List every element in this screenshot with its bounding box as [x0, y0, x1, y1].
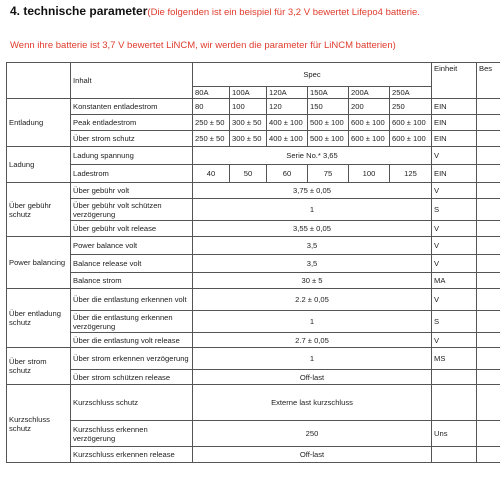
param-value: Serie No.* 3,65: [193, 147, 432, 165]
header-bes: Bes: [477, 63, 500, 99]
table-row: [7, 348, 500, 370]
param-name: Über die entlastung erkennen volt: [71, 289, 193, 311]
param-value: 75: [308, 165, 349, 183]
param-value: 3,5: [193, 237, 432, 255]
empty-cell: [477, 99, 500, 115]
header-inhalt: Inhalt: [71, 63, 193, 99]
param-unit: S: [432, 199, 477, 221]
param-value: 150: [308, 99, 349, 115]
empty-cell: [477, 183, 500, 199]
group-strom-schutz: Über strom schutz: [7, 348, 71, 385]
group-ladung: Ladung: [7, 147, 71, 183]
empty-cell: [477, 237, 500, 255]
table-row: [7, 370, 500, 385]
param-name: Über strom schutz: [71, 131, 193, 147]
param-value: 3,75 ± 0,05: [193, 183, 432, 199]
current-120a: 120A: [267, 87, 308, 99]
parameter-table: [6, 62, 500, 463]
param-value: 500 ± 100: [308, 131, 349, 147]
empty-cell: [477, 385, 500, 421]
param-value: 125: [390, 165, 432, 183]
param-name: Über die entlastung erkennen verzögerung: [71, 311, 193, 333]
param-unit: Uns: [432, 421, 477, 447]
param-value: 3,5: [193, 255, 432, 273]
table-row: [7, 221, 500, 237]
param-name: Kurzschluss erkennen verzögerung: [71, 421, 193, 447]
param-value: 500 ± 100: [308, 115, 349, 131]
param-value: 250 ± 50: [193, 131, 230, 147]
param-value: 300 ± 50: [230, 131, 267, 147]
current-80a: 80A: [193, 87, 230, 99]
table-row: [7, 165, 500, 183]
param-name: Kurzschluss schutz: [71, 385, 193, 421]
param-value: 1: [193, 199, 432, 221]
empty-cell: [477, 311, 500, 333]
param-value: 250: [193, 421, 432, 447]
param-name: Peak entladestrom: [71, 115, 193, 131]
group-power-balancing: Power balancing: [7, 237, 71, 289]
table-row: [7, 147, 500, 165]
header-blank-cell: [7, 63, 71, 99]
group-entladung: Entladung: [7, 99, 71, 147]
empty-cell: [477, 273, 500, 289]
table-row: [7, 421, 500, 447]
param-name: Über gebühr volt: [71, 183, 193, 199]
param-unit: [432, 385, 477, 421]
param-unit: V: [432, 221, 477, 237]
section-title: 4. technische parameter: [10, 4, 148, 18]
param-name: Kurzschluss erkennen release: [71, 447, 193, 463]
param-value: 40: [193, 165, 230, 183]
param-value: 600 ± 100: [349, 115, 390, 131]
current-100a: 100A: [230, 87, 267, 99]
param-unit: V: [432, 255, 477, 273]
param-name: Über strom erkennen verzögerung: [71, 348, 193, 370]
table-row: [7, 115, 500, 131]
param-value: 600 ± 100: [349, 131, 390, 147]
table-row: [7, 199, 500, 221]
table-row: [7, 385, 500, 421]
table-row: [7, 131, 500, 147]
param-unit: EIN: [432, 131, 477, 147]
section-heading: [10, 3, 420, 21]
param-unit: EIN: [432, 115, 477, 131]
param-value: 100: [230, 99, 267, 115]
param-value: Off-last: [193, 370, 432, 385]
param-value: Externe last kurzschluss: [193, 385, 432, 421]
table-row: [7, 99, 500, 115]
param-unit: V: [432, 237, 477, 255]
param-unit: V: [432, 183, 477, 199]
param-value: 400 ± 100: [267, 115, 308, 131]
param-value: 600 ± 100: [390, 115, 432, 131]
param-value: 1: [193, 311, 432, 333]
empty-cell: [477, 131, 500, 147]
empty-cell: [477, 370, 500, 385]
param-value: 50: [230, 165, 267, 183]
group-kurzschluss-schutz: Kurzschluss schutz: [7, 385, 71, 463]
param-value: 200: [349, 99, 390, 115]
param-unit: EIN: [432, 165, 477, 183]
table-row: [7, 183, 500, 199]
header-einheit: Einheit: [432, 63, 477, 99]
param-unit: [432, 447, 477, 463]
param-value: 3,55 ± 0,05: [193, 221, 432, 237]
param-value: 60: [267, 165, 308, 183]
table-row: [7, 447, 500, 463]
param-unit: [432, 370, 477, 385]
empty-cell: [477, 348, 500, 370]
param-name: Ladestrom: [71, 165, 193, 183]
param-value: 400 ± 100: [267, 131, 308, 147]
table-row: [7, 311, 500, 333]
param-unit: V: [432, 289, 477, 311]
table-row: [7, 273, 500, 289]
param-name: Über strom schützen release: [71, 370, 193, 385]
table-row: [7, 333, 500, 348]
param-value: 2.2 ± 0,05: [193, 289, 432, 311]
param-name: Balance strom: [71, 273, 193, 289]
empty-cell: [477, 421, 500, 447]
param-value: 300 ± 50: [230, 115, 267, 131]
param-value: 120: [267, 99, 308, 115]
lincm-note: Wenn ihre batterie ist 3,7 V bewertet LiNCM, wir werden die parameter für LiNCM batterien): [10, 40, 396, 51]
current-250a: 250A: [390, 87, 432, 99]
param-name: Konstanten entladestrom: [71, 99, 193, 115]
param-name: Ladung spannung: [71, 147, 193, 165]
empty-cell: [477, 199, 500, 221]
table-row: [7, 237, 500, 255]
param-value: 250 ± 50: [193, 115, 230, 131]
param-value: 600 ± 100: [390, 131, 432, 147]
param-unit: V: [432, 333, 477, 348]
group-gebuehr-schutz: Über gebühr schutz: [7, 183, 71, 237]
empty-cell: [477, 115, 500, 131]
empty-cell: [477, 255, 500, 273]
param-unit: MS: [432, 348, 477, 370]
param-name: Über gebühr volt schützen verzögerung: [71, 199, 193, 221]
empty-cell: [477, 333, 500, 348]
current-150a: 150A: [308, 87, 349, 99]
table-row: [7, 289, 500, 311]
param-name: Balance release volt: [71, 255, 193, 273]
param-unit: EIN: [432, 99, 477, 115]
param-value: 30 ± 5: [193, 273, 432, 289]
empty-cell: [477, 289, 500, 311]
section-note: (Die folgenden ist ein beispiel für 3,2 V bewertet Lifepo4 batterie.: [147, 7, 420, 18]
param-name: Über die entlastung volt release: [71, 333, 193, 348]
param-name: Über gebühr volt release: [71, 221, 193, 237]
param-unit: S: [432, 311, 477, 333]
empty-cell: [477, 165, 500, 183]
empty-cell: [477, 147, 500, 165]
header-spec: Spec: [193, 63, 432, 87]
param-value: 100: [349, 165, 390, 183]
empty-cell: [477, 447, 500, 463]
param-unit: V: [432, 147, 477, 165]
param-value: Off-last: [193, 447, 432, 463]
param-value: 80: [193, 99, 230, 115]
param-value: 250: [390, 99, 432, 115]
current-200a: 200A: [349, 87, 390, 99]
param-unit: MA: [432, 273, 477, 289]
table-header-row: [7, 63, 500, 87]
group-entladung-schutz: Über entladung schutz: [7, 289, 71, 348]
param-name: Power balance volt: [71, 237, 193, 255]
param-value: 1: [193, 348, 432, 370]
empty-cell: [477, 221, 500, 237]
table-row: [7, 255, 500, 273]
param-value: 2.7 ± 0,05: [193, 333, 432, 348]
